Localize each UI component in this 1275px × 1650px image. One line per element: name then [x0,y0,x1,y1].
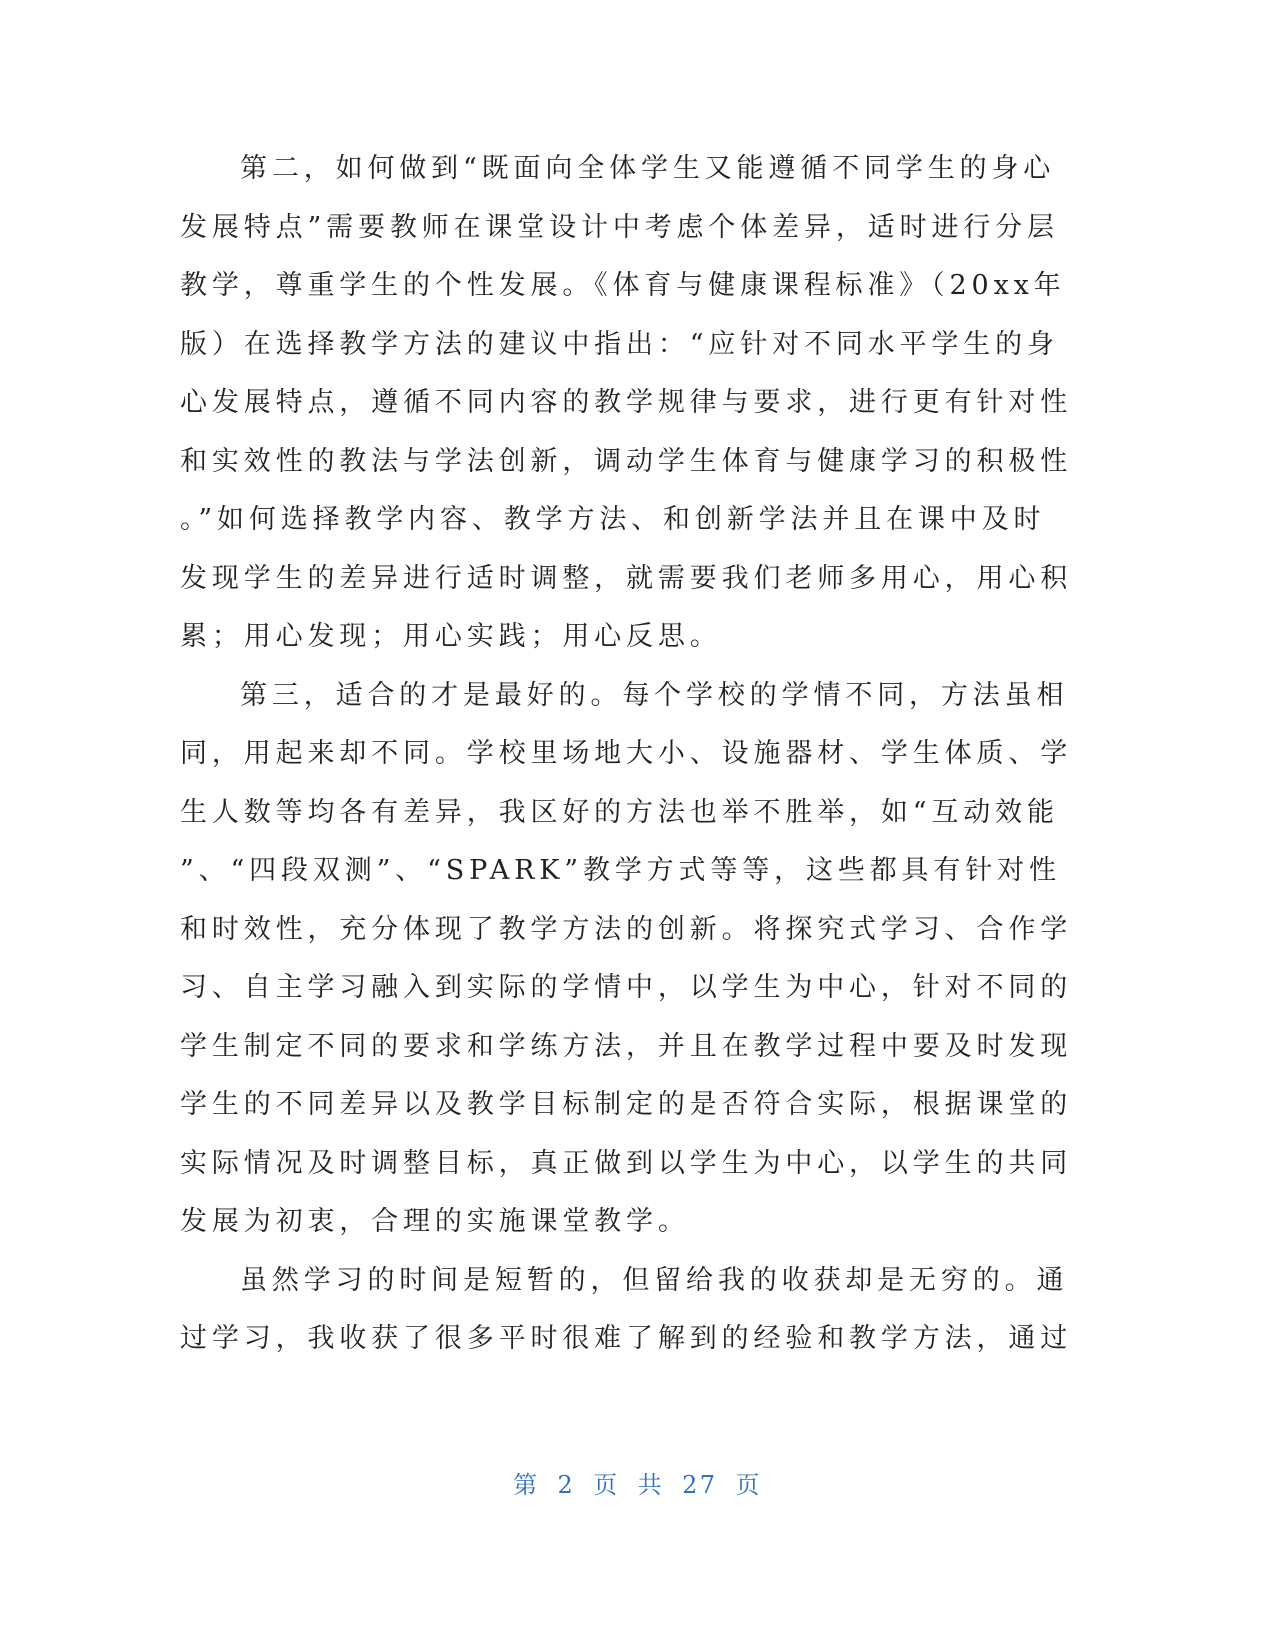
text-line: 和时效性，充分体现了教学方法的创新。将探究式学习、合作学 [180,913,1073,945]
document-body [180,140,1073,1369]
text-line: 累；用心发现；用心实践；用心反思。 [180,621,722,652]
text-line: 发展为初衷，合理的实施课堂教学。 [180,1206,690,1237]
text-line: 实际情况及时调整目标，真正做到以学生为中心，以学生的共同 [180,1147,1073,1179]
paragraph-3 [180,1252,1073,1369]
footer-current-page: 2 [557,1471,576,1499]
paragraph-1 [180,140,1073,667]
text-line: 学生制定不同的要求和学练方法，并且在教学过程中要及时发现 [180,1030,1073,1062]
text-line: 第二，如何做到“既面向全体学生又能遵循不同学生的身心 [240,153,1056,184]
footer-total-pages: 27 [682,1471,718,1499]
page-number-footer [0,1465,1275,1500]
text-line: 生人数等均各有差异，我区好的方法也举不胜举，如“互动效能 [180,796,1059,828]
text-line: 同，用起来却不同。学校里场地大小、设施器材、学生体质、学 [180,738,1073,769]
footer-suffix: 页 [735,1471,762,1499]
text-line: 教学，尊重学生的个性发展。《体育与健康课程标准》（20xx年 [180,270,1066,301]
text-line: 过学习，我收获了很多平时很难了解到的经验和教学方法，通过 [180,1323,1073,1354]
text-line: 。”如何选择教学内容、教学方法、和创新学法并且在课中及时 [180,504,1046,535]
text-line: 习、自主学习融入到实际的学情中，以学生为中心，针对不同的 [180,972,1073,1003]
text-line: ”、“四段双测”、“SPARK”教学方式等等，这些都具有针对性 [180,855,1061,886]
text-line: 虽然学习的时间是短暂的，但留给我的收获却是无穷的。通 [240,1264,1069,1296]
text-line: 版）在选择教学方法的建议中指出：“应针对不同水平学生的身 [180,328,1059,360]
text-line: 发展特点”需要教师在课堂设计中考虑个体差异，适时进行分层 [180,211,1059,243]
text-line: 和实效性的教法与学法创新，调动学生体育与健康学习的积极性 [180,445,1073,477]
text-line: 第三，适合的才是最好的。每个学校的学情不同，方法虽相 [240,679,1069,711]
text-line: 学生的不同差异以及教学目标制定的是否符合实际，根据课堂的 [180,1089,1073,1120]
footer-total-word: 共 [637,1471,665,1499]
footer-prefix: 第 [513,1471,540,1499]
paragraph-2 [180,667,1073,1252]
text-line: 心发展特点，遵循不同内容的教学规律与要求，进行更有针对性 [180,387,1073,418]
footer-page-word: 页 [593,1471,620,1499]
text-line: 发现学生的差异进行适时调整，就需要我们老师多用心，用心积 [180,562,1073,594]
